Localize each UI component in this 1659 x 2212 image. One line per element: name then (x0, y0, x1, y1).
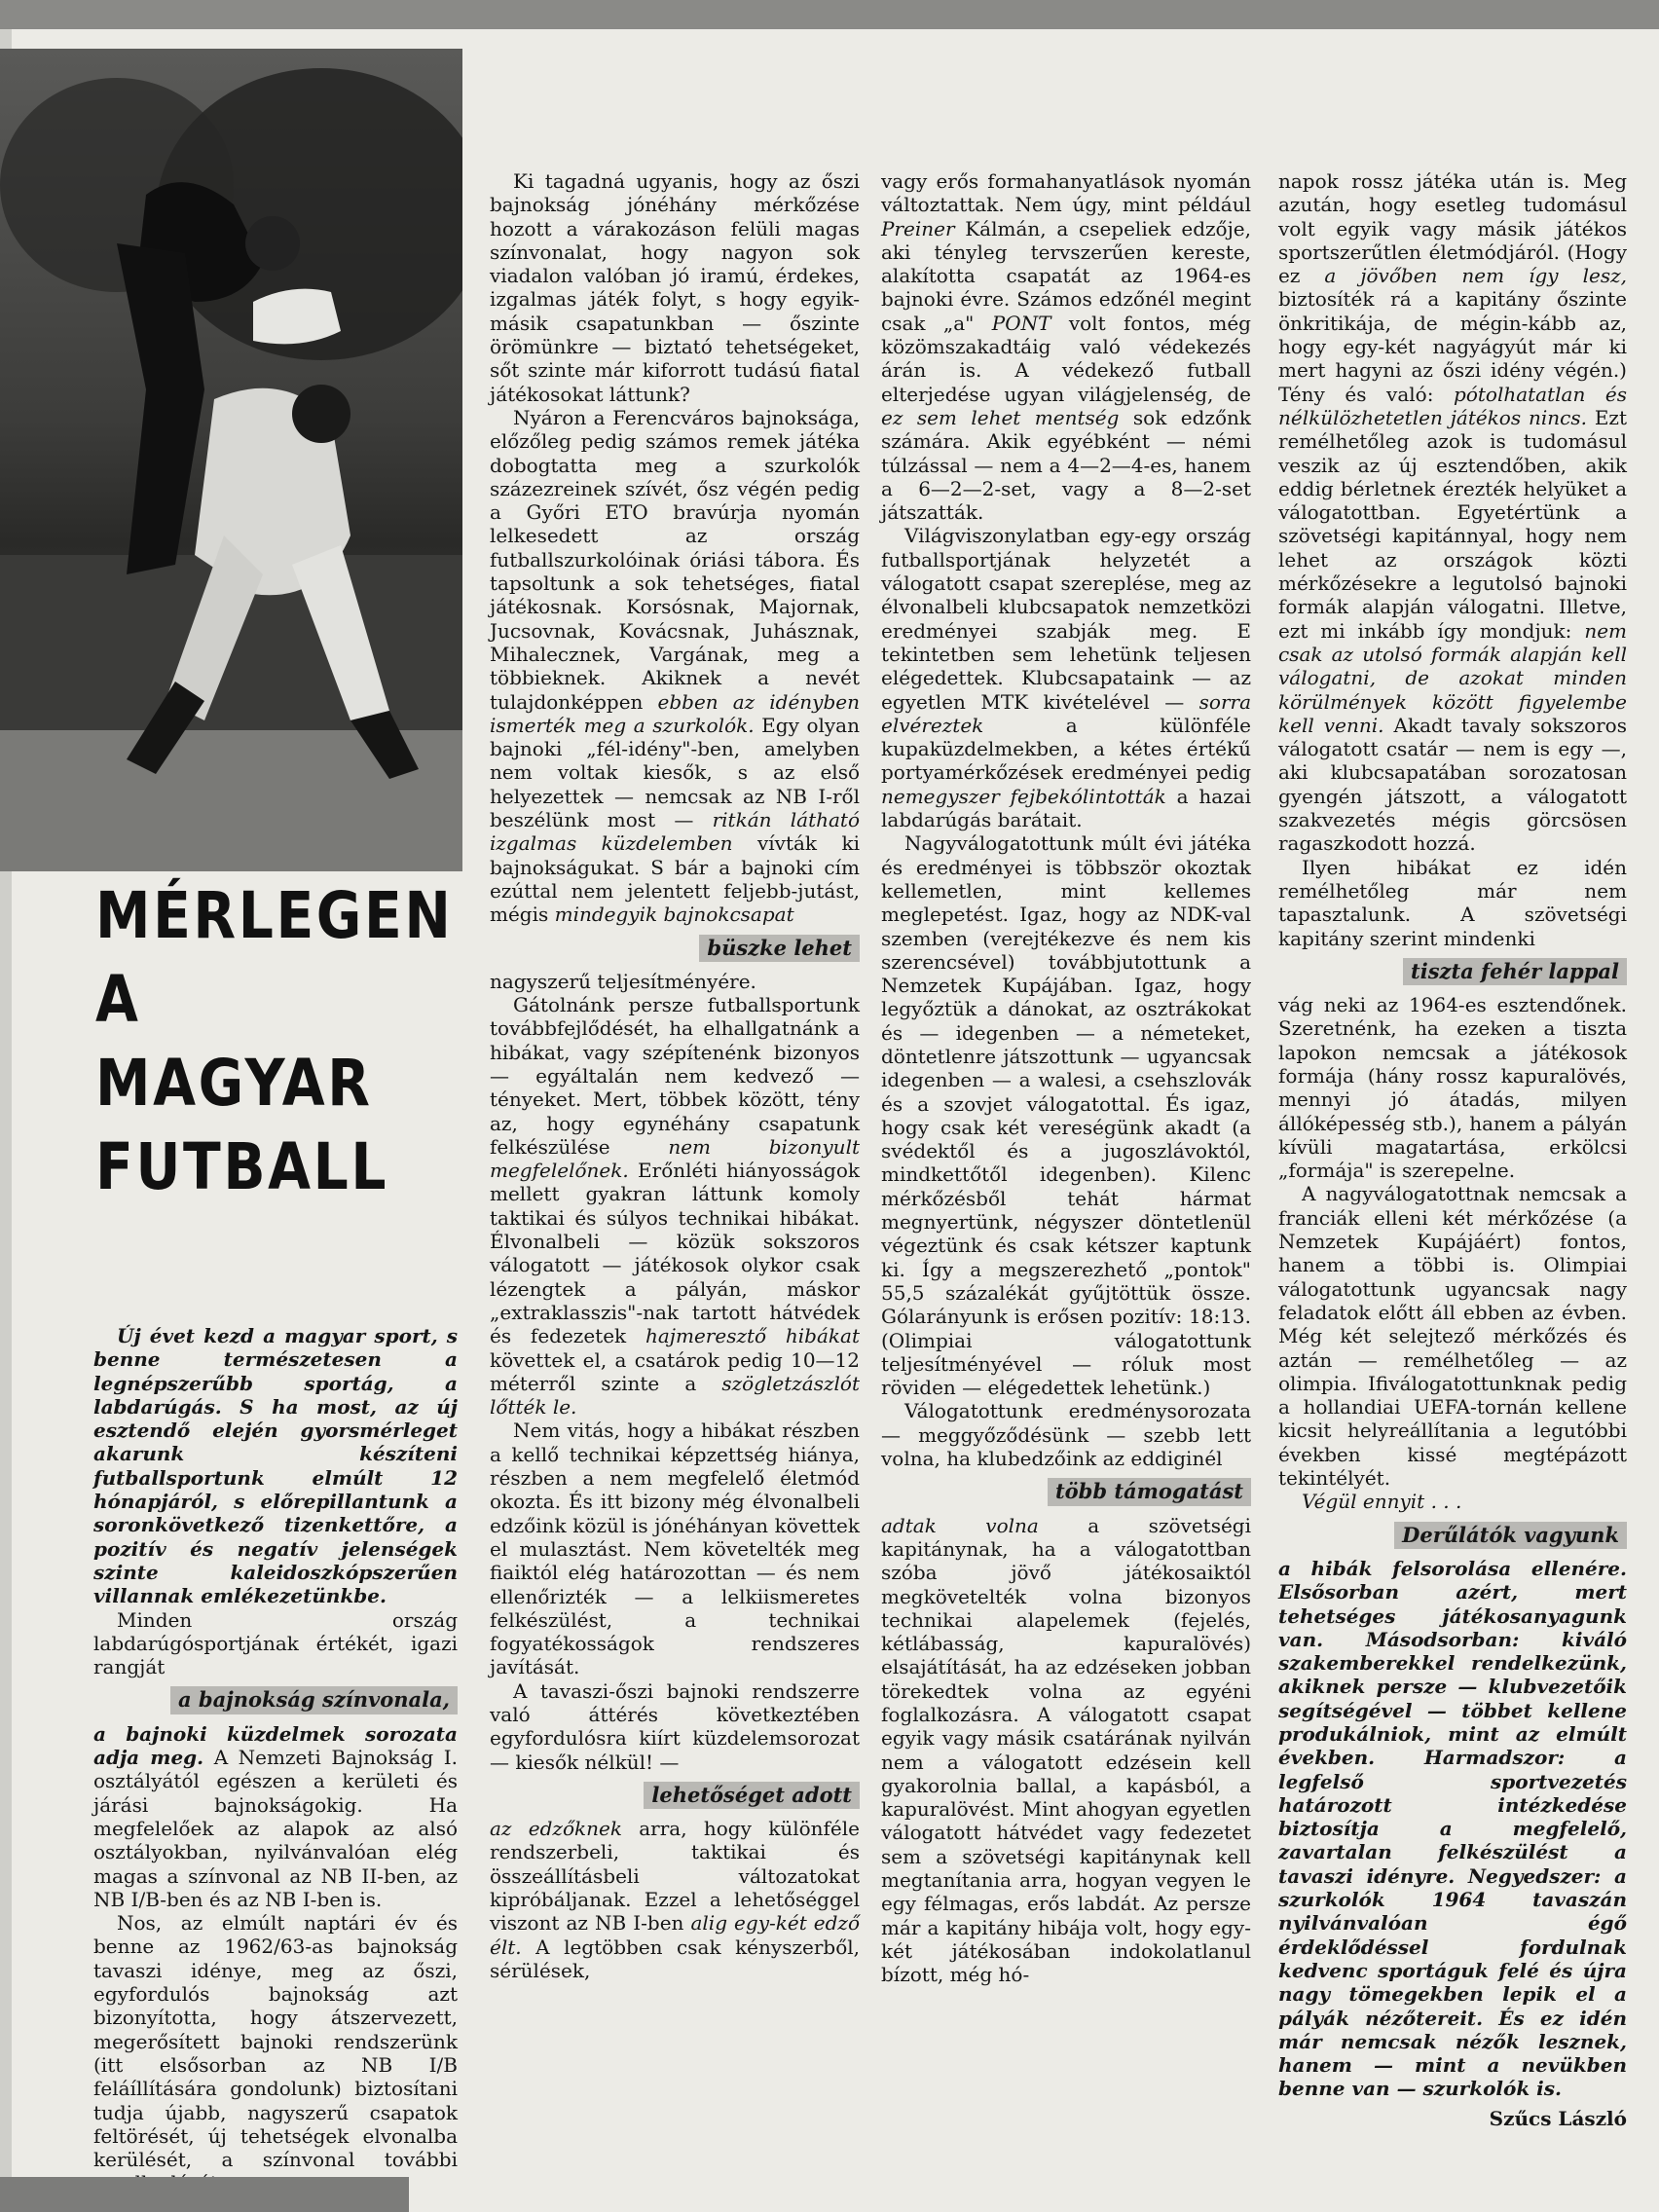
subheading (1278, 958, 1627, 985)
text-run-italic: nemegyszer fejbekólintották (881, 784, 1166, 808)
text-run: Gátolnánk persze futballsportunk továbbfejlődését, ha elhallgatnánk a hibákat, vagy szépítenénk bizonyos — egyáltalán nem kedvező — tényeket. Mert, többek között, tény az, hogy egynéhány csapatunk felkészülése (490, 993, 860, 1159)
footer-strip (0, 2177, 409, 2212)
lead-paragraph: Új évet kezd a magyar sport, s benne természetesen a legnépszerűbb sportág, a labdarúgás. S ha most, az új esztendő elején gyorsmérleget akarunk készíteni futballsportunk elmúlt 12 hónapjáról, s előrepillantunk a soronkövetkező tizenkettőre, a pozitív és negatív jelenségek szinte kaleidoszkópszerűen villannak emlékezetünkbe. (93, 1324, 458, 1608)
text-run: Egy olyan bajnoki „fél-idény"-ben, amelyben nem voltak kiesők, s az első helyezettek — nemcsak az NB I-ről beszélünk most — (490, 713, 860, 832)
article-headline (95, 874, 454, 1209)
paragraph (490, 406, 860, 927)
text-run-italic: a jövőben nem így lesz, (1324, 264, 1628, 288)
subheading (93, 1686, 458, 1714)
text-run-italic: adtak volna (881, 1513, 1039, 1537)
paragraph: A tavaszi-őszi bajnoki rendszerre való áttérés következtében egyfordulósra kiírt küzdelemsorozat — kiesők nélkül! — (490, 1678, 860, 1774)
text-run: a különféle kupaküzdelmekben, a kétes értékű portyamérkőzések eredményei pedig (881, 713, 1251, 785)
paragraph (1278, 169, 1627, 856)
subheading-text: Derűlátók vagyunk (1394, 1522, 1627, 1549)
column-4 (1278, 169, 1627, 2130)
paragraph (490, 1817, 860, 1982)
paragraph: Nem vitás, hogy a hibákat részben a kellő technikai képzettség hiánya, részben a nem megfelelő életmód okozta. És itt bizony még élvonalbeli edzőink közül is jónéhányan követtek el mulasztást. Nem követelték meg fiaiktól elég határozottan — és nem ellenőrizték — a lelkiismeretes felkészülést, a technikai fogyatékosságok rendszeres javítását. (490, 1419, 860, 1679)
subheading-text: tiszta fehér lappal (1403, 958, 1627, 985)
text-run-italic: pótolhatatlan és nélkülözhetetlen játékos nincs. (1278, 382, 1628, 429)
subheading (490, 1782, 860, 1809)
text-run-italic: hajmeresztő hibákat (645, 1324, 860, 1348)
paragraph (93, 1608, 458, 1679)
paragraph: vág neki az 1964-es esztendőnek. Szeretnénk, ha ezeken a tiszta lapokon nemcsak a játékosok formája (hány rossz kapuralövés, mennyi jó átadás, milyen állóképesség stb.), hanem a pályán kívüli magatartása, erkölcsi „formája" is szerepelne. (1278, 993, 1627, 1183)
text-run-italic: nem bizonyult megfelelőnek. (490, 1134, 860, 1183)
text-run: Világviszonylatban egy-egy ország futballsportjának helyzetét a válogatott csapat szereplése, meg az élvonalbeli klubcsapatok nemzetközi eredményei szabják meg. E tekintetben sem lehetünk teljesen elégedettek. Klubcsapataink — az egyetlen MTK kivételével — (881, 524, 1251, 714)
headline-line: MÉRLEGEN (95, 878, 454, 953)
subheading-text: büszke lehet (699, 935, 860, 962)
paragraph: Nos, az elmúlt naptári év és benne az 1962/63-as bajnokság tavaszi idénye, meg az őszi, egyfordulós bajnokság azt bizonyította, hogy átszervezett, megerősített bajnoki rendszerünk (itt elsősorban az NB I/B feláíllítására gondolunk) biztosítani tudja újabb, nagyszerű csapatok feltörését, új tehetségek elvonalba kerülését, a színvonal további (93, 1911, 458, 2172)
text-run: a hazai labdarúgás barátait. (881, 784, 1251, 832)
text-run-italic: ritkán látható izgalmas küzdelemben (490, 808, 860, 856)
text-run-italic: sorra elvéreztek (881, 689, 1251, 737)
text-run: Minden ország labdarúgósportjának értékét, igazi rangját (93, 1607, 458, 1679)
text-run-italic: alig egy-két edző élt. (490, 1911, 860, 1959)
text-run-italic: az edzőknek (490, 1817, 622, 1841)
text-run-italic: a bajnoki küzdelmek sorozata adja meg. (93, 1721, 458, 1770)
text-run: volt fontos, még közömszakadtáig való védekezés árán is. A védekező futball elterjedése ugyan világjelenség, de (881, 311, 1251, 406)
column-1 (93, 1324, 458, 2195)
text-run: napok rossz játéka után is. Meg azután, hogy esetleg tudomásul volt egyik vagy másik játékos sportszerűtlen életmódjáról. (Hogy ez (1278, 169, 1627, 288)
text-run: vagy erős formahanyatlások nyomán változtattak. Nem úgy, mint például (881, 169, 1251, 217)
paragraph (490, 993, 860, 1419)
text-run: A legtöbben csak kényszerből, sérülések, (490, 1935, 860, 1982)
text-run: vívták ki bajnokságukat. S bár a bajnoki cím ezúttal nem jelentett feljebb-jutást, mégis (490, 831, 860, 927)
text-run: Ezt remélhetőleg azok is tudomásul veszik az új esztendőben, akik eddig bérletnek érezték helyüket a válogatottban. Egyetértünk a szövetségi kapitánnyal, hogy nem lehet az országok közti mérkőzésekre a legutolsó bajnoki formák alapján válogatni. Illetve, ezt mi inkább így mondjuk: (1278, 405, 1628, 643)
subheading (490, 935, 860, 962)
text-run: biztosíték rá a kapitány őszinte önkritikája, de mégin-kább az, hogy egy-két nagyágyút már ki mert hagyni az őszi idény végén.) Tény és való: (1278, 287, 1627, 406)
text-run: Erőnléti hiányosságok mellett gyakran láttunk komoly taktikai és súlyos technikai hibákat. Élvonalbeli — közük sokszoros válogatott — játékosok olykor csak lézengtek a pályán, máskor „extraklasszis"-nak tartott hátvédek és fedezetek (490, 1159, 860, 1348)
paragraph-italic: a hibák felsorolása ellenére. Elsősorban azért, mert tehetséges játékosanyagunk van. Másodsorban: kiváló szakemberekkel rendelkezünk, akiknek persze — klubvezetőik segítségével — többet kellene produkálniok, mint az elmúlt években. Harmadszor: a legfelső sportvezetés határozott intézkedése biztosítja a megfelelő, zavartalan felkészülést a tavaszi idényre. Negyedszer: a szurkolók 1964 tavaszán nyilvánvalóan égő érdeklődéssel fordulnak kedvenc sportáguk felé és újra nagy tömegekben lepik el a pályák nézőtereit. És ez idén már nemcsak nézők lesznek, hanem — mint a nevükben benne van — szurkolók is. (1278, 1556, 1627, 2101)
author-signature: Szűcs László (1489, 2106, 1627, 2130)
text-run: a szövetségi kapitánynak, ha a válogatottban szóba jövő játékosaiktól megkövetelték volna bizonyos technikai alapelemek (fejelés, kétlábasság, kapuralövés) elsajátítását, ha az edzéseken jobban törekedtek volna az egyéni foglalkozásra. A válogatott csapat egyik vagy másik csatárának nyilván nem a válogatott edzésein kell gyakorolnia ballal, a kapásból, a kapuralövést. Mint ahogyan egyetlen válogatott hátvédet vagy fedezetet sem a szövetségi kapitánynak kell megtanítania arra, hogyan vegyen le egy félmagas, erős labdát. Az persze már a kapitány hibája volt, hogy egy-két játékosában indokolatlanul bízott, még hó- (881, 1513, 1251, 1987)
text-run: követtek el, a csatárok pedig 10—12 méterről szinte a (490, 1347, 860, 1395)
column-2 (490, 169, 860, 1982)
paragraph-italic: Végül ennyit . . . (1302, 1490, 1462, 1514)
subheading (1278, 1522, 1627, 1549)
paragraph (881, 169, 1251, 524)
text-run: Akadt tavaly sokszoros válogatott csatár — nem is egy —, aki klubcsapatában sorozatosan gyengén játszott, a válogatott szakvezetés mégis görcsösen ragaszkodott hozzá. (1278, 713, 1627, 856)
subheading-text: a bajnokság színvonala, (170, 1686, 458, 1714)
paragraph (881, 524, 1251, 831)
text-run-italic: mindegyik bajnokcsapat (554, 903, 794, 927)
text-run: Kálmán, a csepeliek edzője, aki tényleg tervszerűen kereste, alakította csapatát az 1964-es bajnoki évre. Számos edzőnél megint csak „a" (881, 216, 1251, 335)
text-run-italic: nem csak az utolsó formák alapján kell válogatni, de azokat minden körülmények között figyelembe kell venni. (1278, 618, 1627, 737)
text-run: arra, hogy különféle rendszerbeli, taktikai és összeállításbeli változatokat kipróbáljanak. Ezzel a lehetőséggel viszont az NB I-ben (490, 1817, 860, 1936)
text-run-italic: PONT (991, 311, 1051, 335)
paragraph: Válogatottunk eredménysorozata — meggyőződésünk — szebb lett volna, ha klubedzőink az eddiginél (881, 1399, 1251, 1471)
text-run-italic: ebben az idényben ismerték meg a szurkolók. (490, 689, 860, 737)
paragraph: Nagyválogatottunk múlt évi játéka és eredményei is többször okoztak kellemetlen, mint kellemes meglepetést. Igaz, hogy az NDK-val szemben (verejtékezve és nem kis szerencsével) továbbjutottunk a Nemzetek Kupájában. Igaz, hogy legyőztük a dánokat, az osztrákokat és — idegenben — a németeket, döntetlenre játszottunk — ugyancsak idegenben — a walesi, a csehszlovák és a szovjet válogatottal. És igaz, hogy csak két vereségünk akadt (a svédektől és a jugoszlávoktól, mindkettőtől idegenben). Kilenc mérkőzésből tehát hármat megnyertünk, négyszer döntetlenül végeztünk és csak kétszer kaptunk ki. Így a megszerezhető „pontok" 55,5 százalékát gyűjtöttük össze. Gólarányunk is erősen pozitív: 18:13. (Olimpiai válogatottunk teljesítményével — róluk most röviden — elégedettek lehetünk.) (881, 831, 1251, 1400)
text-run: A Nemzeti Bajnokság I. osztályától egészen a kerületi és járási bajnokságokig. Ha megfelelőek az alapok az alsó osztályokban, nyilvánvalóan elég magas a színvonal az NB II-ben, az NB I/B-ben és az NB I-ben is. (93, 1746, 459, 1911)
paragraph: Ki tagadná ugyanis, hogy az őszi bajnokság jónéhány mérkőzése hozott a várakozáson felüli magas színvonalat, hogy nagyon sok viadalon valóban jó iramú, érdekes, izgalmas játék folyt, s hogy egyik-másik csapatunkban — őszinte örömünkre — biztató tehetségeket, sőt szinte már kiforrott tudású fiatal játékosokat láttunk? (490, 169, 860, 406)
subheading-text: több támogatást (1048, 1478, 1251, 1505)
subheading (881, 1478, 1251, 1505)
paragraph: Ilyen hibákat ez idén remélhetőleg már nem tapasztalunk. A szövetségi kapitány szerint mindenki (1278, 855, 1627, 950)
text-run: Nyáron a Ferencváros bajnoksága, előzőleg pedig számos remek játéka dobogtatta meg a szurkolók százezreinek szívét, ősz végén pedig a Győri ETO bravúrja nyomán lelkesedett az ország futballszurkolóinak óriási tábora. És tapsoltunk a sok tehetséges, fiatal játékosnak. Korsósnak, Majornak, Jucsovnak, Kovácsnak, Juhásznak, Mihalecznek, Vargának, meg a többieknek. Akiknek a nevét tulajdonképpen (490, 405, 860, 714)
text-run-italic: ez sem lehet mentség (881, 405, 1120, 429)
paragraph (93, 1722, 458, 1911)
text-run-italic: szögletzászlót lőtték le. (490, 1371, 860, 1419)
paragraph: nagyszerű teljesítményére. (490, 969, 756, 993)
photo-illustration (0, 49, 462, 871)
headline-line: MAGYAR (95, 1046, 373, 1121)
magazine-page (0, 29, 1659, 2212)
paragraph: A nagyválogatottnak nemcsak a franciák elleni két mérkőzése (a Nemzetek Kupájáért) fontos, hanem a többi is. Olimpiai válogatottunk ugyancsak nagy feladatok előtt áll ebben az évben. Még két selejtező mérkőzés és aztán — remélhetőleg — az olimpia. Ifiválogatottunknak pedig a hollandiai UEFA-tornán kellene kicsit helyreállítania a legutóbbi években kissé megtépázott tekintélyét. (1278, 1182, 1627, 1491)
football-match-photo (0, 49, 462, 871)
subheading-text: lehetőséget adott (644, 1782, 860, 1809)
paragraph (881, 1514, 1251, 1987)
column-3 (881, 169, 1251, 1987)
headline-line: FUTBALL (95, 1129, 389, 1204)
headline-line: A (95, 962, 141, 1037)
text-run-italic: Preiner (881, 216, 955, 240)
text-run: sok edzőnk számára. Akik egyébként — némi túlzással — nem a 4—2—4-es, hanem a 6—2—2-set, vagy a 8—2-set játszatták. (881, 405, 1251, 525)
